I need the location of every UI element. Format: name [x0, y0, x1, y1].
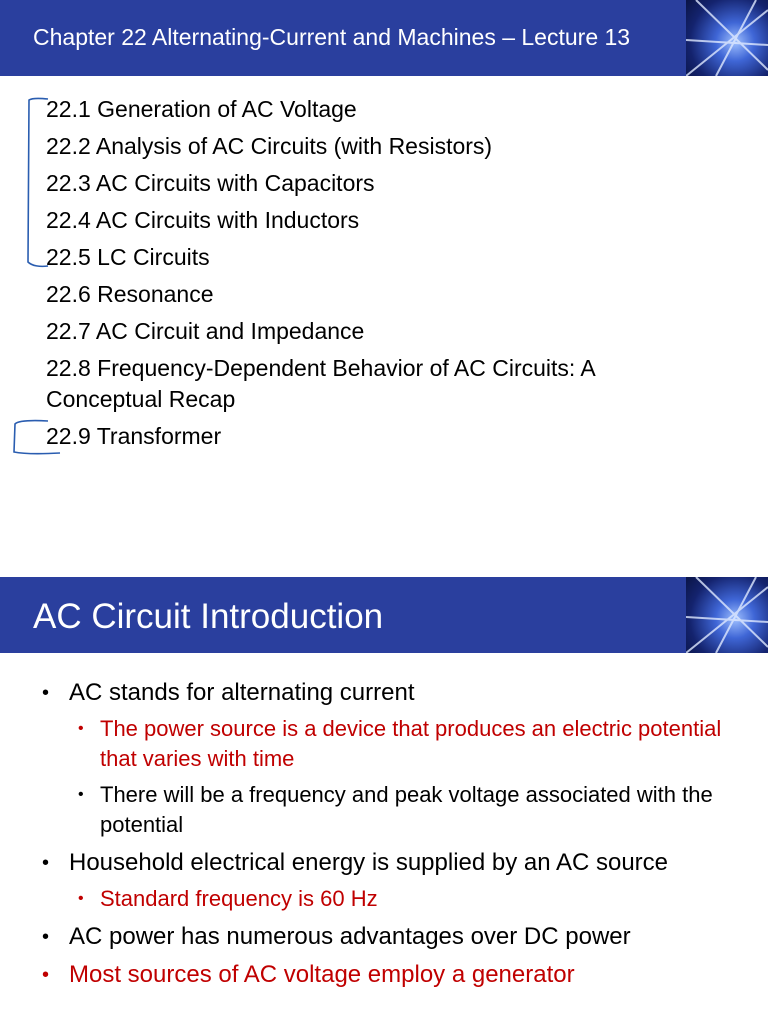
bullet-text: Household electrical energy is supplied by an AC source: [69, 849, 669, 876]
list-item: [42, 922, 742, 952]
slide-title: AC Circuit Introduction: [33, 597, 384, 636]
bullet-text: Most sources of AC voltage employ a generator: [69, 961, 575, 988]
list-item: 22.8 Frequency-Dependent Behavior of AC Circuits: A Conceptual Recap: [46, 355, 595, 412]
slide-header: [0, 577, 768, 653]
bullet-text: AC stands for alternating current: [69, 679, 415, 706]
section-list: [46, 94, 706, 458]
list-item: [42, 884, 742, 914]
light-rays-decoration-icon: [686, 577, 768, 653]
list-item: 22.1 Generation of AC Voltage: [46, 96, 357, 122]
list-item: [42, 714, 742, 774]
bullet-text: The power source is a device that produces an electric potential that varies with time: [100, 716, 722, 771]
light-rays-decoration-icon: [686, 0, 768, 76]
list-item: 22.2 Analysis of AC Circuits (with Resistors): [46, 133, 493, 159]
bullet-dot-icon: •: [42, 852, 50, 874]
bullet-dot-icon: •: [42, 682, 50, 704]
list-item: 22.5 LC Circuits: [46, 244, 210, 270]
bullet-dot-icon: •: [78, 890, 84, 907]
bullet-text: AC power has numerous advantages over DC power: [69, 923, 631, 950]
bullet-text: Standard frequency is 60 Hz: [100, 886, 378, 911]
list-item: [42, 678, 742, 708]
slide-title: Chapter 22 Alternating-Current and Machines – Lecture 13: [33, 24, 631, 50]
list-item: [42, 780, 742, 840]
list-item: [42, 848, 742, 878]
list-item: 22.7 AC Circuit and Impedance: [46, 318, 365, 344]
bullet-list: [42, 670, 742, 990]
list-item: 22.6 Resonance: [46, 281, 214, 307]
bullet-dot-icon: •: [78, 786, 84, 803]
slide-header: [0, 0, 768, 76]
bullet-dot-icon: •: [78, 720, 84, 737]
bullet-dot-icon: •: [42, 964, 50, 986]
list-item: 22.4 AC Circuits with Inductors: [46, 207, 360, 233]
list-item: 22.3 AC Circuits with Capacitors: [46, 170, 375, 196]
list-item: 22.9 Transformer: [46, 423, 222, 449]
bullet-text: There will be a frequency and peak voltage associated with the potential: [100, 782, 713, 837]
list-item: [42, 960, 742, 990]
bullet-dot-icon: •: [42, 926, 50, 948]
